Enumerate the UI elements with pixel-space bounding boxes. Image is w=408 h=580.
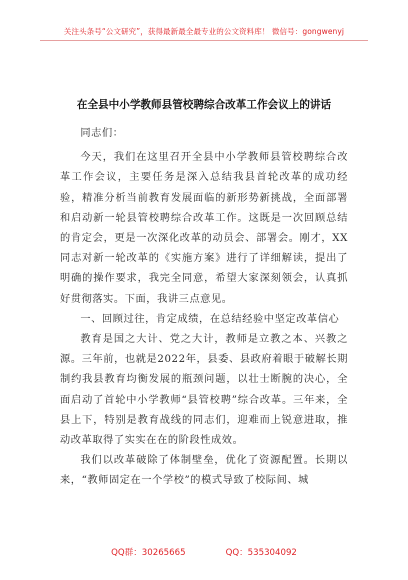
paragraph-body: 我们以改革破除了体制壁垒，优化了资源配置。长期以来，“教师固定在一个学校”的模式导致了校际间、城 <box>60 455 348 487</box>
paragraph-body: 教育是国之大计、党之大计，教师是立教之本、兴教之源。三年前，也就是2022年，县委、县政府着眼于破解长期制约我县教育均衡发展的瓶颈问题，以壮士断腕的决心，全面启动了首轮中小学教师“县管校聘”综合改革。三年来，全县上下，特别是教育战线的同志们，迎难而上锐意进取，推动改革取得了实实在在的阶段性成效。 <box>60 334 348 447</box>
section-heading-1: 一、回顾过往，肯定成绩，在总结经验中坚定改革信心 <box>80 313 340 325</box>
paragraph-intro: 今天，我们在这里召开全县中小学教师县管校聘综合改革工作会议，主要任务是深入总结我县首轮改革的成功经验，精准分析当前教育发展面临的新形势新挑战，全面部署和启动新一轮县管校聘综合改革工作。这既是一次回顾总结的肯定会，更是一次深化改革的动员会、部署会。刚才，XX同志对新一轮改革的《实施方案》进行了详细解读，提出了明确的操作要求，我完全同意，希望大家深刻领会，认真抓好贯彻落实。下面，我讲三点意见。 <box>60 152 348 305</box>
document-title: 在全县中小学教师县管校聘综合改革工作会议上的讲话 <box>76 99 332 111</box>
header-divider <box>40 40 368 41</box>
header-notice: 关注头条号“公文研究”，获得最新最全最专业的公文资料库！ 微信号：gongwenyj <box>63 27 345 36</box>
footer-qq: QQ：535304092 <box>225 548 297 558</box>
footer-qq-group: QQ群：30265665 <box>111 548 186 558</box>
salutation: 同志们： <box>80 128 124 139</box>
footer-contact <box>0 546 408 558</box>
document-body <box>60 124 348 492</box>
